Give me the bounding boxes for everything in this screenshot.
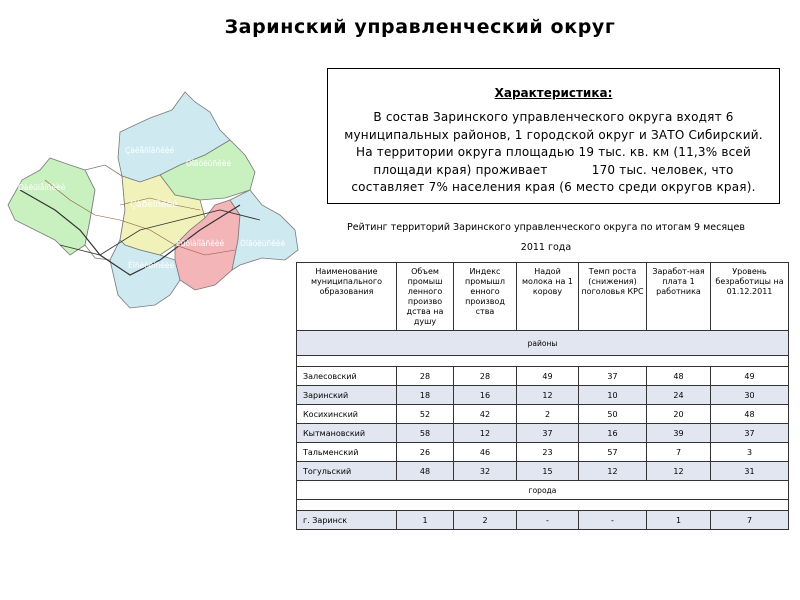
cell-name: Заринский: [297, 386, 397, 405]
cell-value: 52: [397, 405, 454, 424]
cell-value: 37: [579, 367, 647, 386]
cell-value: 30: [711, 386, 789, 405]
cell-value: 48: [397, 462, 454, 481]
cell-value: 10: [579, 386, 647, 405]
rating-table: [296, 262, 789, 530]
characteristics-line: муниципальных районов, 1 городской округ и ЗАТО Сибирский.: [344, 127, 763, 142]
table-header-row: [297, 263, 789, 331]
district-map: [0, 80, 305, 320]
cell-value: 20: [647, 405, 711, 424]
cell-value: 26: [397, 443, 454, 462]
cell-value: 16: [579, 424, 647, 443]
cell-name: Кытмановский: [297, 424, 397, 443]
table-row: [297, 511, 789, 530]
characteristics-line: площади края) проживает 170 тыс. человек, что: [373, 162, 734, 177]
header-milk: Надой молока на 1 корову: [517, 263, 579, 331]
table-row: [297, 405, 789, 424]
cell-value: 7: [711, 511, 789, 530]
header-index: Индекс промышл енного производ ства: [454, 263, 517, 331]
map-svg: [0, 80, 305, 320]
header-cattle: Темп роста (снижения) поголовья КРС: [579, 263, 647, 331]
cell-value: 46: [454, 443, 517, 462]
rating-caption: Рейтинг территорий Заринского управленческого округа по итогам 9 месяцев: [347, 222, 745, 233]
map-label-zarinsky: Çàðèíñêèé: [130, 200, 178, 210]
header-unemployment: Уровень безработицы на 01.12.2011: [711, 263, 789, 331]
cell-value: 58: [397, 424, 454, 443]
section-label: районы: [297, 331, 789, 356]
cell-value: 2: [517, 405, 579, 424]
section-row-cities: [297, 481, 789, 500]
cell-value: 16: [454, 386, 517, 405]
header-salary: Заработ-ная плата 1 работника: [647, 263, 711, 331]
cell-value: -: [517, 511, 579, 530]
table-row: [297, 424, 789, 443]
map-label-togulsky: Òîãóëüñêèé: [186, 159, 232, 168]
cell-value: 2: [454, 511, 517, 530]
cell-value: 32: [454, 462, 517, 481]
cell-value: 28: [454, 367, 517, 386]
cell-value: 1: [647, 511, 711, 530]
cell-value: -: [579, 511, 647, 530]
table-row: [297, 386, 789, 405]
table-row: [297, 443, 789, 462]
map-region-west: [8, 158, 95, 255]
cell-value: 31: [711, 462, 789, 481]
page-title: Заринский управленческий округ: [224, 16, 616, 38]
cell-value: 12: [579, 462, 647, 481]
cell-value: 48: [647, 367, 711, 386]
characteristics-line: На территории округа площадью 19 тыс. кв. км (11,3% всей: [355, 145, 752, 159]
table-row: [297, 367, 789, 386]
cell-name: Залесовский: [297, 367, 397, 386]
characteristics-text: [328, 109, 779, 197]
spacer-row: [297, 500, 789, 511]
cell-name: Косихинский: [297, 405, 397, 424]
cell-value: 37: [711, 424, 789, 443]
spacer-row: [297, 356, 789, 367]
characteristics-box: [327, 68, 780, 204]
characteristics-line: В состав Заринского управленческого округа входят 6: [373, 110, 734, 124]
map-region-east: [230, 190, 298, 270]
cell-value: 24: [647, 386, 711, 405]
cell-value: 28: [397, 367, 454, 386]
cell-name: г. Заринск: [297, 511, 397, 530]
map-label-kosikhinsky: Êîñèõèíñêèé: [128, 261, 175, 270]
cell-value: 1: [397, 511, 454, 530]
cell-value: 3: [711, 443, 789, 462]
cell-value: 42: [454, 405, 517, 424]
cell-value: 39: [647, 424, 711, 443]
cell-value: 49: [711, 367, 789, 386]
table-row: [297, 462, 789, 481]
map-label-kytmanovsky: Êûòìàíîâñêèé: [176, 239, 225, 248]
map-label-talmensky: Òàëüìåíñêèé: [18, 183, 66, 192]
header-production: Объем промыш ленного произво дства на душу: [397, 263, 454, 331]
cell-name: Тальменский: [297, 443, 397, 462]
section-label: города: [297, 481, 789, 500]
characteristics-heading: Характеристика:: [494, 86, 613, 100]
cell-value: 48: [711, 405, 789, 424]
cell-value: 37: [517, 424, 579, 443]
map-label-east: Òîãóëüñêèé: [240, 239, 286, 248]
section-row-districts: [297, 331, 789, 356]
cell-value: 23: [517, 443, 579, 462]
characteristics-line: составляет 7% населения края (6 место среди округов края).: [351, 180, 756, 194]
cell-value: 15: [517, 462, 579, 481]
cell-name: Тогульский: [297, 462, 397, 481]
cell-value: 12: [647, 462, 711, 481]
cell-value: 12: [454, 424, 517, 443]
rating-caption-year: 2011 года: [520, 242, 572, 253]
cell-value: 57: [579, 443, 647, 462]
cell-value: 49: [517, 367, 579, 386]
map-label-zalesovsky: Çàëåñîâñêèé: [125, 146, 175, 155]
cell-value: 18: [397, 386, 454, 405]
cell-value: 50: [579, 405, 647, 424]
header-name: Наименование муниципального образования: [297, 263, 397, 331]
cell-value: 7: [647, 443, 711, 462]
cell-value: 12: [517, 386, 579, 405]
